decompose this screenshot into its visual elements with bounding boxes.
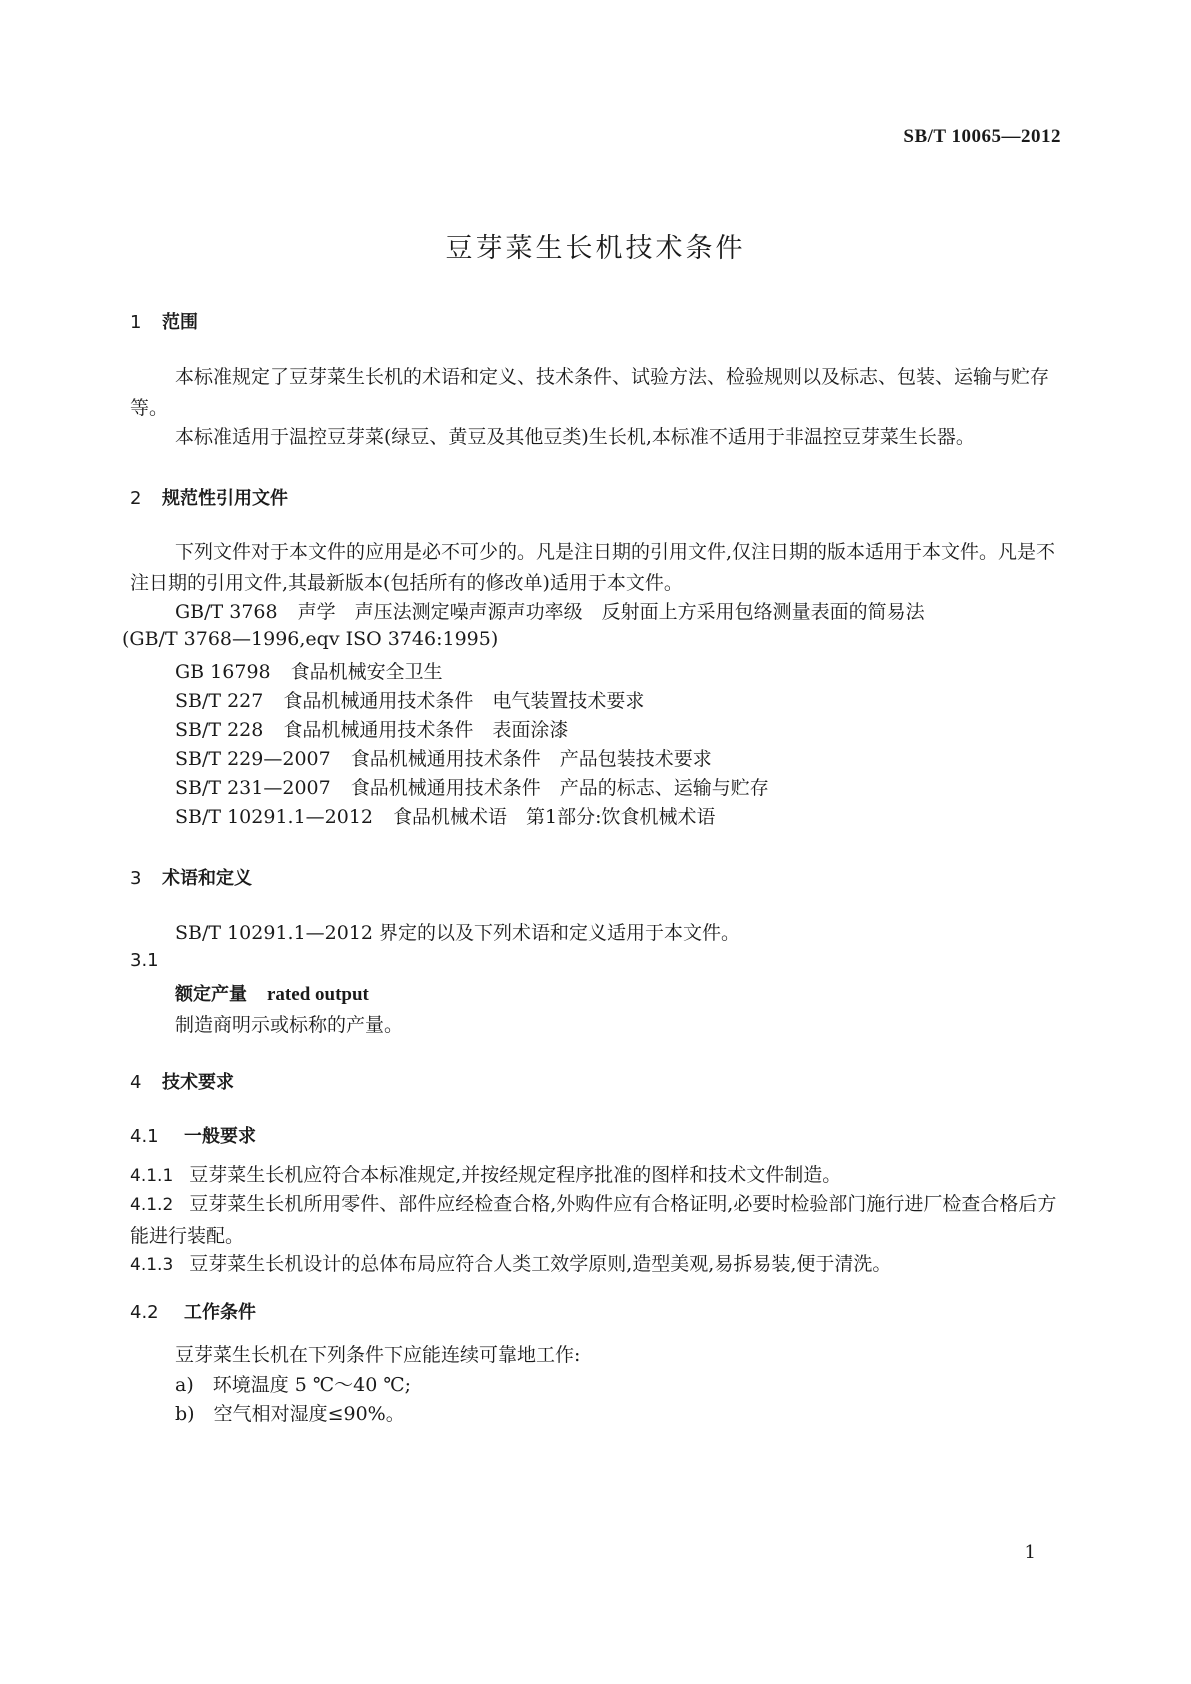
reference-item — [175, 715, 568, 742]
reference-item — [175, 744, 712, 771]
reference-code: GB 16798 — [175, 661, 271, 683]
section-number: 4 — [130, 1072, 142, 1093]
term-definition: 制造商明示或标称的产量。 — [175, 1014, 404, 1036]
reference-title: (GB/T 3768—1996,eqv ISO 3746:1995) — [122, 628, 499, 650]
clause-text: 豆芽菜生长机所用零件、部件应经检查合格,外购件应有合格证明,必要时检验部门施行进厂检查合格后方能进行装配。 — [130, 1193, 1057, 1247]
section-number: 2 — [130, 488, 142, 509]
reference-code: SB/T 10291.1—2012 — [175, 806, 374, 828]
reference-title: 食品机械术语 第1部分:饮食机械术语 — [393, 806, 716, 828]
section-number: 1 — [130, 312, 142, 333]
term-chinese: 额定产量 — [175, 984, 247, 1005]
reference-title: 食品机械通用技术条件 产品的标志、运输与贮存 — [350, 777, 769, 799]
reference-item — [175, 802, 716, 829]
reference-item-continuation — [122, 628, 498, 650]
section-title: 范围 — [162, 312, 198, 333]
subsection-title: 一般要求 — [184, 1126, 256, 1147]
condition-a: a) 环境温度 5 ℃～40 ℃; — [175, 1374, 412, 1396]
clause-4-1-3 — [130, 1249, 1060, 1281]
reference-item — [175, 773, 769, 800]
reference-title: 食品机械通用技术条件 产品包装技术要求 — [350, 748, 712, 770]
reference-code: SB/T 231—2007 — [175, 777, 331, 799]
subsection-4-1-heading — [130, 1122, 256, 1148]
term-english: rated output — [267, 984, 369, 1005]
section-3-heading — [130, 864, 252, 890]
subsection-number: 4.2 — [130, 1302, 159, 1323]
condition-b: b) 空气相对湿度≤90%。 — [175, 1403, 405, 1425]
reference-code: SB/T 228 — [175, 719, 264, 741]
reference-code: GB/T 3768 — [175, 601, 278, 623]
reference-code: SB/T 227 — [175, 690, 264, 712]
clause-text: 豆芽菜生长机应符合本标准规定,并按经规定程序批准的图样和技术文件制造。 — [189, 1164, 842, 1186]
subsection-number: 4.1 — [130, 1126, 159, 1147]
clause-text: 豆芽菜生长机设计的总体布局应符合人类工效学原则,造型美观,易拆易装,便于清洗。 — [189, 1253, 892, 1275]
section-2-paragraph-1: 下列文件对于本文件的应用是必不可少的。凡是注日期的引用文件,仅注日期的版本适用于本文件。凡是不注日期的引用文件,其最新版本(包括所有的修改单)适用于本文件。 — [130, 541, 1056, 594]
reference-title: 食品机械通用技术条件 电气装置技术要求 — [283, 690, 645, 712]
section-2-heading — [130, 484, 288, 510]
reference-code: SB/T 229—2007 — [175, 748, 331, 770]
reference-item — [175, 686, 644, 713]
section-title: 技术要求 — [162, 1072, 234, 1093]
reference-title: 食品机械安全卫生 — [290, 661, 443, 683]
reference-item — [175, 597, 925, 624]
term-heading — [175, 980, 369, 1006]
working-conditions-intro: 豆芽菜生长机在下列条件下应能连续可靠地工作: — [175, 1344, 581, 1366]
section-4-heading — [130, 1068, 234, 1094]
document-title: 豆芽菜生长机技术条件 — [445, 233, 746, 264]
clause-4-1-1 — [130, 1160, 1060, 1192]
subsection-4-2-heading — [130, 1298, 256, 1324]
term-number: 3.1 — [130, 950, 159, 971]
section-3-paragraph-1: SB/T 10291.1—2012 界定的以及下列术语和定义适用于本文件。 — [175, 922, 741, 944]
clause-4-1-2 — [130, 1189, 1060, 1252]
section-1-heading — [130, 308, 198, 334]
section-title: 术语和定义 — [162, 868, 252, 889]
section-1-paragraph-2: 本标准适用于温控豆芽菜(绿豆、黄豆及其他豆类)生长机,本标准不适用于非温控豆芽菜生长器。 — [175, 426, 975, 448]
clause-number: 4.1.2 — [130, 1195, 174, 1215]
reference-title: 食品机械通用技术条件 表面涂漆 — [283, 719, 569, 741]
section-1-paragraph-1: 本标准规定了豆芽菜生长机的术语和定义、技术条件、试验方法、检验规则以及标志、包装、运输与贮存等。 — [130, 366, 1050, 419]
reference-title: 声学 声压法测定噪声源声功率级 反射面上方采用包络测量表面的简易法 — [297, 601, 925, 623]
clause-number: 4.1.3 — [130, 1255, 174, 1275]
section-number: 3 — [130, 868, 142, 889]
section-title: 规范性引用文件 — [162, 488, 288, 509]
standard-code: SB/T 10065—2012 — [903, 126, 1061, 147]
clause-number: 4.1.1 — [130, 1166, 174, 1186]
page-number: 1 — [1024, 1542, 1036, 1563]
reference-item — [175, 657, 443, 684]
subsection-title: 工作条件 — [184, 1302, 256, 1323]
